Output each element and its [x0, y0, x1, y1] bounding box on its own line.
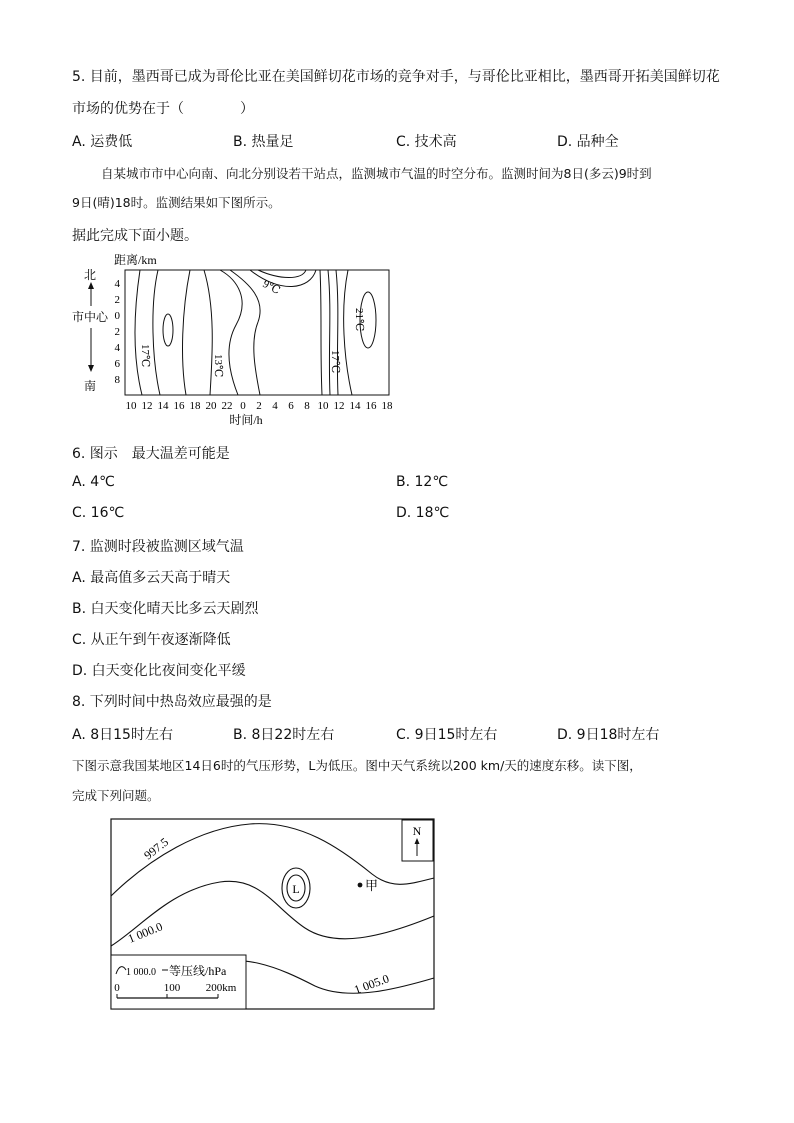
xtick-label: 10	[125, 400, 137, 412]
location-point-jia	[358, 883, 363, 888]
xtick-label: 14	[157, 400, 169, 412]
legend-isobar-value: 1 000.0	[126, 967, 156, 978]
xtick-label: 8	[304, 400, 310, 412]
q5-line1: 5. 目前，墨西哥已成为哥伦比亚在美国鲜切花市场的竞争对手，与哥伦比亚相比，墨西哥开拓美国鲜切花	[72, 69, 720, 85]
q7-option-d: D. 白天变化比夜间变化平缓	[72, 663, 246, 679]
passage1-line3: 据此完成下面小题。	[72, 228, 198, 244]
q5-line2: 市场的优势在于（ ）	[72, 101, 254, 117]
isotherm	[250, 270, 316, 287]
legend-isobar-text: 等压线/hPa	[169, 964, 227, 978]
xtick-label: 2	[256, 400, 262, 412]
ytick-label: 2	[114, 326, 120, 338]
q6-option-b: B. 12℃	[396, 474, 449, 490]
q8-option-a: A. 8日15时左右	[72, 727, 173, 743]
q7-stem: 7. 监测时段被监测区域气温	[72, 539, 244, 555]
xtick-label: 20	[205, 400, 217, 412]
q7-option-a: A. 最高值多云天高于晴天	[72, 570, 231, 586]
q8-option-c: C. 9日15时左右	[396, 727, 498, 743]
xtick-label: 18	[189, 400, 201, 412]
passage1-line2: 9日(晴)18时。监测结果如下图所示。	[72, 195, 281, 210]
isobar-map-figure	[110, 818, 436, 1012]
isotherm	[183, 270, 190, 395]
ytick-label: 0	[114, 310, 120, 322]
isotherm	[230, 270, 260, 395]
q8-option-d: D. 9日18时左右	[557, 727, 660, 743]
ytick-label: 4	[114, 342, 120, 354]
q5-option-d: D. 品种全	[557, 134, 619, 150]
xtick-label: 0	[240, 400, 246, 412]
scale-label-0: 0	[114, 982, 120, 994]
ytick-label: 6	[114, 358, 120, 370]
north-arrowhead	[88, 282, 94, 289]
isotherm	[204, 270, 212, 395]
fig1-ylabel: 距离/km	[114, 253, 157, 267]
ytick-label: 2	[114, 294, 120, 306]
passage1-line1: 自某城市市中心向南、向北分别设若干站点，监测城市气温的时空分布。监测时间为8日(多云)9时到	[101, 166, 652, 181]
fig1-north-label: 北	[84, 268, 97, 282]
q5-option-c: C. 技术高	[396, 134, 457, 150]
q5-option-b: B. 热量足	[233, 134, 294, 150]
isotherm	[344, 270, 352, 395]
xtick-label: 16	[365, 400, 377, 412]
isotherm	[320, 270, 322, 395]
q7-option-b: B. 白天变化晴天比多云天剧烈	[72, 601, 259, 617]
scale-label-100: 100	[163, 982, 181, 994]
xtick-label: 12	[333, 400, 345, 412]
isotherm-label: 13℃	[212, 354, 224, 378]
north-indicator-label: N	[412, 824, 422, 838]
south-arrowhead	[88, 365, 94, 372]
isotherm	[153, 270, 160, 395]
isotherm	[336, 270, 338, 395]
isotherm	[135, 270, 142, 395]
low-pressure-label: L	[292, 882, 300, 896]
isotherm-label: 17℃	[139, 344, 151, 368]
q6-option-a: A. 4℃	[72, 474, 115, 490]
q6-option-c: C. 16℃	[72, 505, 125, 521]
xtick-label: 22	[221, 400, 233, 412]
q6-stem: 6. 图示 最大温差可能是	[72, 446, 230, 462]
isobar-label-997-5: 997.5	[141, 834, 172, 863]
isotherm	[258, 270, 306, 278]
xtick-label: 16	[173, 400, 185, 412]
xtick-label: 10	[317, 400, 329, 412]
xtick-label: 4	[272, 400, 278, 412]
temperature-isotherm-figure	[70, 250, 400, 430]
xtick-label: 14	[349, 400, 361, 412]
q7-option-c: C. 从正午到午夜逐渐降低	[72, 632, 231, 648]
passage2-line2: 完成下列问题。	[72, 788, 160, 803]
isobar-label-1000-0: 1 000.0	[125, 919, 165, 946]
xtick-label: 6	[288, 400, 294, 412]
fig1-xlabel: 时间/h	[229, 413, 263, 427]
scale-label-200km: 200km	[205, 982, 237, 994]
isotherm-label: 21℃	[353, 308, 365, 332]
isotherm-label: 17℃	[329, 350, 341, 374]
isotherm	[163, 314, 173, 346]
xtick-label: 12	[141, 400, 153, 412]
xtick-label: 18	[381, 400, 393, 412]
isobar-label-1005-0: 1 005.0	[352, 971, 391, 997]
q5-option-a: A. 运费低	[72, 134, 133, 150]
isotherm	[328, 270, 330, 395]
q8-stem: 8. 下列时间中热岛效应最强的是	[72, 694, 272, 710]
q6-option-d: D. 18℃	[396, 505, 450, 521]
q8-option-b: B. 8日22时左右	[233, 727, 335, 743]
location-jia-label: 甲	[365, 878, 379, 893]
passage2-line1: 下图示意我国某地区14日6时的气压形势，L为低压。图中天气系统以200 km/天的速度东移。读下图，	[72, 758, 642, 773]
ytick-label: 8	[114, 374, 120, 386]
isotherm-label: 9℃	[260, 278, 282, 298]
fig1-south-label: 南	[84, 379, 97, 393]
fig1-center-label: 市中心	[72, 310, 109, 324]
ytick-label: 4	[114, 278, 120, 290]
